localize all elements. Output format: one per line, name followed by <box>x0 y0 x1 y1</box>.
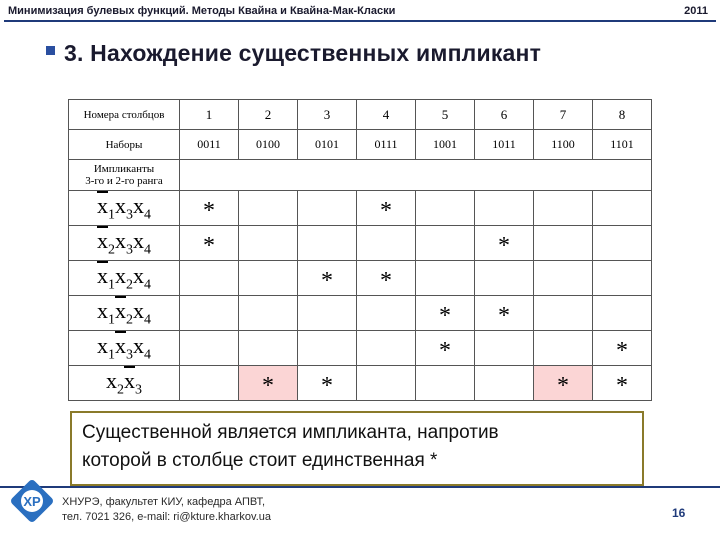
implicant-formula <box>97 227 151 258</box>
footer-divider <box>0 486 720 488</box>
coverage-cell <box>416 191 475 226</box>
implicants-label <box>69 160 180 191</box>
implicant-row <box>69 226 652 261</box>
literal-index: 1 <box>108 312 115 328</box>
coverage-cell <box>239 296 298 331</box>
set-value: 0011 <box>180 130 239 160</box>
note-line2: которой в столбце стоит единственная * <box>82 450 438 471</box>
implicant-term <box>69 261 180 296</box>
coverage-mark: * <box>380 268 392 294</box>
literal-variable: $\overline{x}$ <box>115 332 126 358</box>
coverage-mark: * <box>203 233 215 259</box>
coverage-cell <box>534 366 593 401</box>
implicant-term <box>69 331 180 366</box>
coverage-cell <box>475 261 534 296</box>
column-numbers-label: Номера столбцов <box>69 100 180 130</box>
literal-index: 3 <box>126 242 133 258</box>
coverage-cell <box>534 296 593 331</box>
literal-index: 4 <box>144 347 151 363</box>
literal-variable: x <box>106 367 117 393</box>
footer-contacts <box>62 495 271 525</box>
coverage-cell <box>593 226 652 261</box>
coverage-cell <box>239 191 298 226</box>
coverage-cell <box>534 261 593 296</box>
implicant-term <box>69 366 180 401</box>
literal-index: 2 <box>108 242 115 258</box>
header-title: Минимизация булевых функций. Методы Квайна и Квайна-Мак-Класки <box>8 5 396 17</box>
literal-index: 4 <box>144 242 151 258</box>
column-number: 8 <box>593 100 652 130</box>
coverage-mark: * <box>498 303 510 329</box>
coverage-cell <box>357 331 416 366</box>
coverage-mark: * <box>321 373 333 399</box>
implicant-row <box>69 296 652 331</box>
literal-variable: $\overline{x}$ <box>97 262 108 288</box>
coverage-cell <box>416 366 475 401</box>
logo-text: ХР <box>23 494 41 509</box>
coverage-cell <box>298 296 357 331</box>
coverage-cell <box>239 226 298 261</box>
implicants-label-line2: 3-го и 2-го ранга <box>85 175 163 187</box>
coverage-cell <box>357 366 416 401</box>
coverage-cell <box>416 226 475 261</box>
literal-variable: x <box>133 227 144 253</box>
implicant-table <box>68 99 652 401</box>
literal-index: 3 <box>126 207 133 223</box>
literal-variable: $\overline{x}$ <box>115 297 126 323</box>
coverage-cell <box>298 226 357 261</box>
set-value: 0100 <box>239 130 298 160</box>
coverage-cell <box>416 331 475 366</box>
set-value: 1100 <box>534 130 593 160</box>
coverage-cell <box>593 331 652 366</box>
footer-line1: ХНУРЭ, факультет КИУ, кафедра АПВТ, <box>62 496 266 508</box>
header-divider <box>4 20 716 22</box>
implicant-row <box>69 366 652 401</box>
coverage-cell <box>534 191 593 226</box>
implicant-formula <box>97 332 151 363</box>
implicants-header-empty <box>180 160 652 191</box>
literal-variable: $\overline{x}$ <box>97 227 108 253</box>
coverage-mark: * <box>203 198 215 224</box>
column-number: 6 <box>475 100 534 130</box>
coverage-cell <box>593 366 652 401</box>
literal-index: 4 <box>144 277 151 293</box>
coverage-mark: * <box>262 373 274 399</box>
literal-variable: x <box>115 262 126 288</box>
coverage-cell <box>298 331 357 366</box>
coverage-cell <box>298 191 357 226</box>
coverage-cell <box>475 226 534 261</box>
coverage-cell <box>593 261 652 296</box>
literal-index: 2 <box>126 312 133 328</box>
coverage-mark: * <box>321 268 333 294</box>
coverage-mark: * <box>498 233 510 259</box>
coverage-cell <box>475 366 534 401</box>
coverage-cell <box>357 296 416 331</box>
column-number: 2 <box>239 100 298 130</box>
set-value: 0111 <box>357 130 416 160</box>
coverage-mark: * <box>616 373 628 399</box>
coverage-cell <box>534 331 593 366</box>
coverage-cell <box>180 296 239 331</box>
coverage-cell <box>475 331 534 366</box>
implicant-term <box>69 296 180 331</box>
implicant-row <box>69 191 652 226</box>
column-number: 7 <box>534 100 593 130</box>
section-title: 3. Нахождение существенных импликант <box>64 40 542 66</box>
coverage-cell <box>239 366 298 401</box>
footer-line2: тел. 7021 326, e-mail: ri@kture.kharkov.ua <box>62 511 272 523</box>
literal-variable: x <box>133 192 144 218</box>
coverage-cell <box>357 191 416 226</box>
column-number: 1 <box>180 100 239 130</box>
column-number: 5 <box>416 100 475 130</box>
coverage-cell <box>180 261 239 296</box>
coverage-cell <box>593 191 652 226</box>
implicants-label-line1: Импликанты <box>93 163 155 175</box>
literal-index: 1 <box>108 347 115 363</box>
literal-index: 3 <box>135 382 142 398</box>
literal-index: 4 <box>144 207 151 223</box>
coverage-cell <box>416 261 475 296</box>
literal-index: 1 <box>108 277 115 293</box>
section-bullet-icon <box>46 46 55 55</box>
coverage-cell <box>180 226 239 261</box>
literal-index: 2 <box>117 382 124 398</box>
implicant-formula <box>97 262 151 293</box>
coverage-cell <box>357 261 416 296</box>
coverage-cell <box>416 296 475 331</box>
implicant-term <box>69 226 180 261</box>
coverage-cell <box>298 261 357 296</box>
sets-label: Наборы <box>69 130 180 160</box>
set-value: 1011 <box>475 130 534 160</box>
coverage-cell <box>180 191 239 226</box>
note-line1: Существенной является импликанта, напротив <box>82 422 499 443</box>
literal-variable: x <box>97 297 108 323</box>
coverage-cell <box>239 331 298 366</box>
literal-index: 1 <box>108 207 115 223</box>
set-value: 1001 <box>416 130 475 160</box>
note-box <box>70 411 644 486</box>
coverage-cell <box>298 366 357 401</box>
literal-index: 4 <box>144 312 151 328</box>
university-logo-icon <box>10 479 54 523</box>
literal-variable: x <box>133 262 144 288</box>
coverage-mark: * <box>439 338 451 364</box>
coverage-mark: * <box>439 303 451 329</box>
page-number: 16 <box>672 506 686 520</box>
coverage-cell <box>357 226 416 261</box>
implicant-row <box>69 261 652 296</box>
implicant-row <box>69 331 652 366</box>
coverage-cell <box>239 261 298 296</box>
literal-index: 2 <box>126 277 133 293</box>
coverage-mark: * <box>380 198 392 224</box>
coverage-mark: * <box>616 338 628 364</box>
header-year: 2011 <box>684 5 708 17</box>
coverage-cell <box>534 226 593 261</box>
literal-variable: x <box>133 297 144 323</box>
column-number: 3 <box>298 100 357 130</box>
implicant-formula <box>97 192 151 223</box>
literal-index: 3 <box>126 347 133 363</box>
literal-variable: x <box>115 192 126 218</box>
implicant-formula <box>106 367 142 398</box>
coverage-cell <box>180 366 239 401</box>
coverage-cell <box>180 331 239 366</box>
coverage-cell <box>475 191 534 226</box>
coverage-cell <box>593 296 652 331</box>
sets-row <box>69 130 652 160</box>
literal-variable: x <box>97 332 108 358</box>
literal-variable: x <box>133 332 144 358</box>
coverage-mark: * <box>557 373 569 399</box>
implicant-term <box>69 191 180 226</box>
set-value: 0101 <box>298 130 357 160</box>
column-numbers-row <box>69 100 652 130</box>
literal-variable: $\overline{x}$ <box>97 192 108 218</box>
literal-variable: $\overline{x}$ <box>124 367 135 393</box>
set-value: 1101 <box>593 130 652 160</box>
column-number: 4 <box>357 100 416 130</box>
literal-variable: x <box>115 227 126 253</box>
implicant-formula <box>97 297 151 328</box>
implicants-header-row <box>69 160 652 191</box>
coverage-cell <box>475 296 534 331</box>
